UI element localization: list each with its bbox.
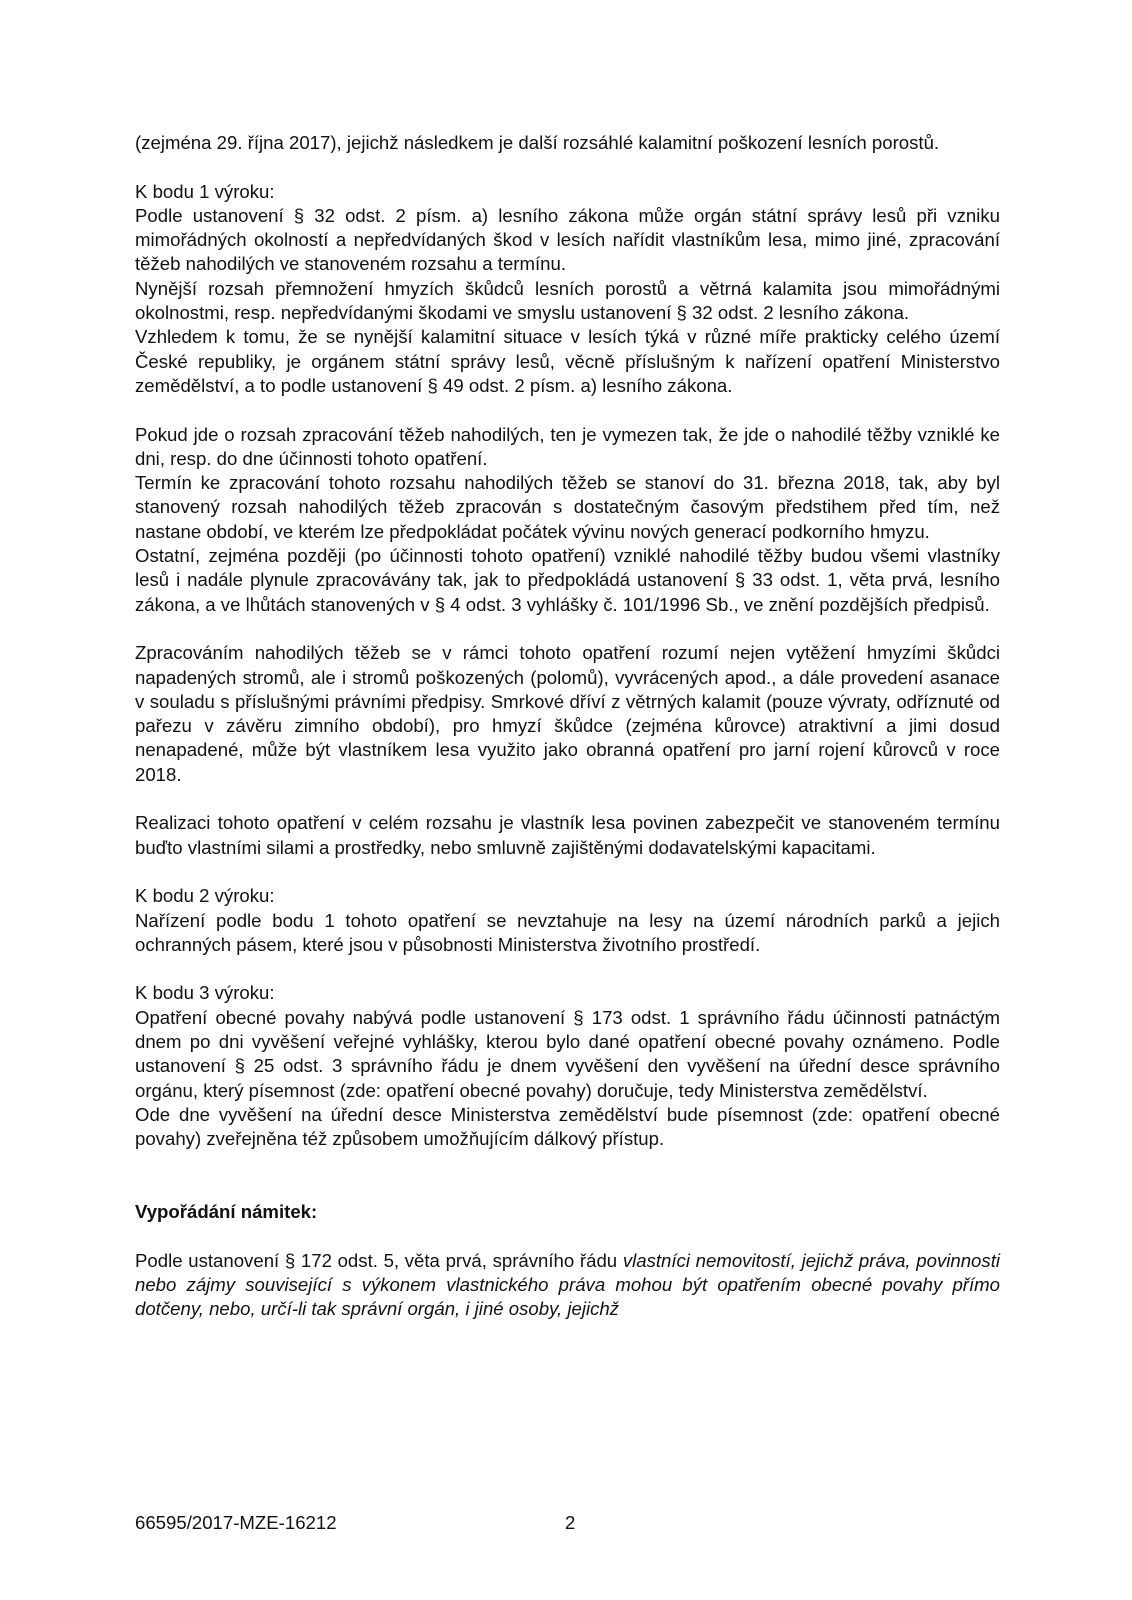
section-label-bod-3: K bodu 3 výroku: <box>135 982 275 1004</box>
section-label-bod-2: K bodu 2 výroku: <box>135 885 275 907</box>
spacer <box>135 155 1000 179</box>
paragraph: Vzhledem k tomu, že se nynější kalamitní situace v lesích týká v různé míře prakticky celého území České republiky, je orgánem státní správy lesů, věcně příslušným k nařízení opatření Ministerstvo zemědělství, a to podle ustanovení § 49 odst. 2 písm. a) lesního zákona. <box>135 326 1000 396</box>
paragraph: Opatření obecné povahy nabývá podle ustanovení § 173 odst. 1 správního řádu účinnosti patnáctým dnem po dni vyvěšení veřejné vyhlášky, kterou bylo dané opatření obecné povahy oznámeno. Podle ustanovení § 25 odst. 3 správního řádu je dnem vyvěšení den vyvěšení na úřední desce správního orgánu, který písemnost (zde: opatření obecné povahy) doručuje, tedy Ministerstva zemědělství. <box>135 1006 1000 1101</box>
paragraph: Ode dne vyvěšení na úřední desce Ministerstva zemědělství bude písemnost (zde: opatření obecné povahy) zveřejněna též způsobem umožňujícím dálkový přístup. <box>135 1103 1000 1150</box>
paragraph: Pokud jde o rozsah zpracování těžeb nahodilých, ten je vymezen tak, že jde o nahodilé těžby vzniklé ke dni, resp. do dne účinnosti tohoto opatření. <box>135 423 1000 469</box>
paragraph: Nařízení podle bodu 1 tohoto opatření se nevztahuje na lesy na území národních parků a jejich ochranných pásem, které jsou v působnosti Ministerstva životního prostředí. <box>135 909 1000 955</box>
paragraph-with-quote <box>135 1249 1000 1322</box>
page-number: 2 <box>565 1512 576 1533</box>
document-body <box>135 131 1000 1322</box>
paragraph: Zpracováním nahodilých těžeb se v rámci tohoto opatření rozumí nejen vytěžení hmyzími škůdci napadených stromů, ale i stromů poškozených (polomů), vyvrácených apod., a dále provedení asanace v souladu s příslušnými právními předpisy. Smrkové dříví z větrných kalamit (pouze vývraty, odříznuté od pařezu v závěru zimního období), pro hmyzí škůdce (zejména kůrovce) atraktivní a jimi dosud nenapadené, může být vlastníkem lesa využito jako obranná opatření pro jarní rojení kůrovců v roce 2018. <box>135 642 1000 785</box>
document-reference: 66595/2017-MZE-16212 <box>135 1512 337 1533</box>
spacer <box>135 617 1000 641</box>
paragraph: Realizaci tohoto opatření v celém rozsahu je vlastník lesa povinen zabezpečit ve stanoveném termínu buďto vlastními silami a prostředky, nebo smluvně zajištěnými dodavatelskými kapacitami. <box>135 812 1000 858</box>
paragraph-italic-quote: vlastníci nemovitostí, jejichž práva, povinnosti nebo zájmy související s výkonem vlastnického práva mohou být opatřením obecné povahy přímo dotčeny, nebo, určí-li tak správní orgán, i jiné osoby, jejichž <box>135 1249 1000 1320</box>
paragraph-plain-text: Podle ustanovení § 172 odst. 5, věta prvá, správního řádu <box>135 1249 623 1271</box>
paragraph: (zejména 29. října 2017), jejichž následkem je další rozsáhlé kalamitní poškození lesních porostů. <box>135 132 940 153</box>
spacer <box>135 860 1000 884</box>
spacer <box>135 398 1000 422</box>
section-label-bod-1: K bodu 1 výroku: <box>135 180 275 202</box>
section-heading: Vypořádání námitek: <box>135 1201 318 1223</box>
spacer <box>135 1151 1000 1200</box>
paragraph: Nynější rozsah přemnožení hmyzích škůdců lesních porostů a větrná kalamita jsou mimořádnými okolnostmi, resp. nepředvídanými škodami ve smyslu ustanovení § 32 odst. 2 lesního zákona. <box>135 277 1000 324</box>
spacer <box>135 1224 1000 1248</box>
spacer <box>135 787 1000 811</box>
paragraph: Ostatní, zejména později (po účinnosti tohoto opatření) vzniklé nahodilé těžby budou všemi vlastníky lesů i nadále plynule zpracovávány tak, jak to předpokládá ustanovení § 33 odst. 1, věta prvá, lesního zákona, a ve lhůtách stanovených v § 4 odst. 3 vyhlášky č. 101/1996 Sb., ve znění pozdějších předpisů. <box>135 545 1000 615</box>
spacer <box>135 957 1000 981</box>
paragraph: Podle ustanovení § 32 odst. 2 písm. a) lesního zákona může orgán státní správy lesů při vzniku mimořádných okolností a nepředvídaných škod v lesích nařídit vlastníkům lesa, mimo jiné, zpracování těžeb nahodilých ve stanoveném rozsahu a termínu. <box>135 204 1000 275</box>
paragraph: Termín ke zpracování tohoto rozsahu nahodilých těžeb se stanoví do 31. března 2018, tak, aby byl stanovený rozsah nahodilých těžeb zpracován s dostatečným časovým předstihem před tím, než nastane období, ve kterém lze předpokládat počátek vývinu nových generací podkorního hmyzu. <box>135 472 1000 542</box>
